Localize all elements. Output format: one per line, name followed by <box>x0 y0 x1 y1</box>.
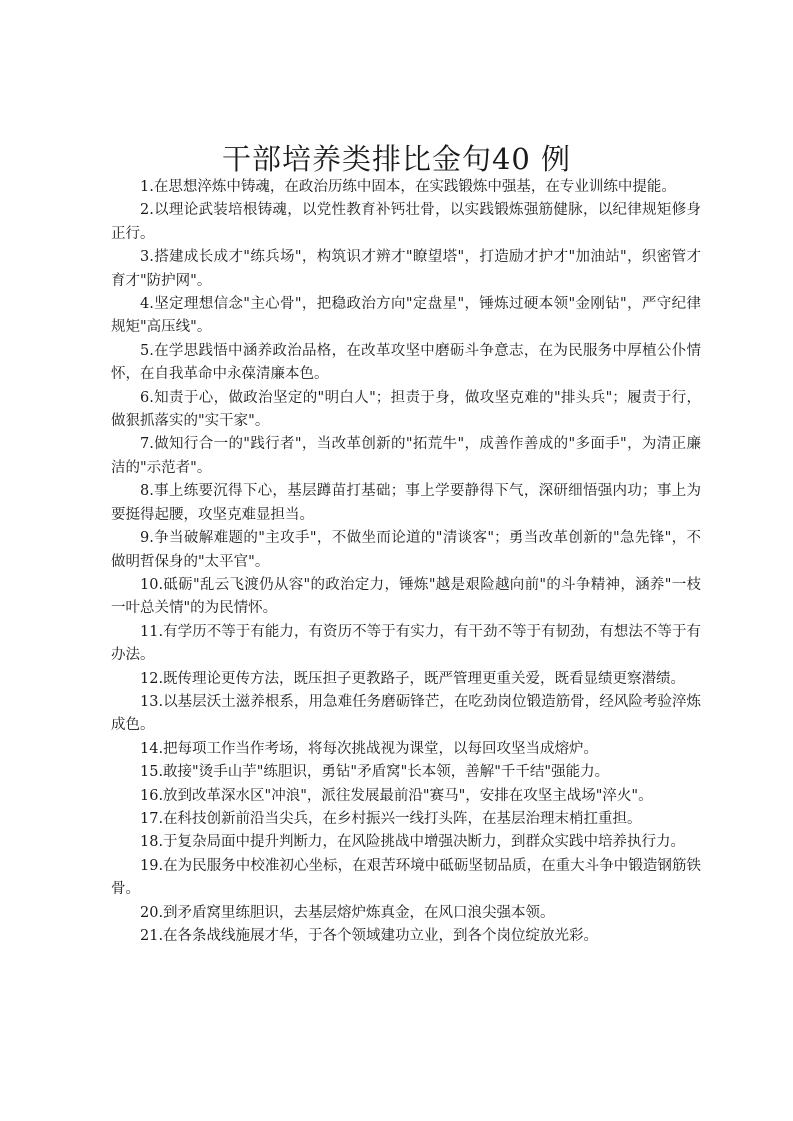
list-item: 11.有学历不等于有能力，有资历不等于有实力，有干劲不等于有韧劲，有想法不等于有办法。 <box>111 623 701 664</box>
document-body <box>111 176 701 948</box>
list-item: 8.事上练要沉得下心，基层蹲苗打基础；事上学要静得下气，深研细悟强内功；事上为要挺得起腰，攻坚克难显担当。 <box>111 483 701 523</box>
list-item: 12.既传理论更传方法，既压担子更教路子，既严管理更重关爱，既看显绩更察潜绩。 <box>140 670 686 687</box>
list-item: 1.在思想淬炼中铸魂，在政治历练中固本，在实践锻炼中强基，在专业训练中提能。 <box>140 179 676 195</box>
document-title: 干部培养类排比金句40 例 <box>221 142 572 176</box>
list-item: 9.争当破解难题的"主攻手"，不做坐而论道的"清谈客"；勇当改革创新的"急先锋"，不做明哲保身的"太平官"。 <box>111 530 701 570</box>
list-item: 15.敢接"烫手山芋"练胆识，勇钻"矛盾窝"长本领，善解"千千结"强能力。 <box>140 764 610 781</box>
list-item: 5.在学思践悟中涵养政治品格，在改革攻坚中磨砺斗争意志，在为民服务中厚植公仆情怀，在自我革命中永葆清廉本色。 <box>111 342 701 383</box>
list-item: 14.把每项工作当作考场，将每次挑战视为课堂，以每回攻坚当成熔炉。 <box>140 740 599 757</box>
list-item: 10.砥砺"乱云飞渡仍从容"的政治定力，锤炼"越是艰险越向前"的斗争精神，涵养"一枝一叶总关情"的为民情怀。 <box>111 576 701 617</box>
list-item: 3.搭建成长成才"练兵场"，构筑识才辨才"瞭望塔"，打造励才护才"加油站"，织密管才育才"防护网"。 <box>111 249 701 289</box>
list-item: 7.做知行合一的"践行者"，当改革创新的"拓荒牛"，成善作善成的"多面手"，为清正廉洁的"示范者"。 <box>111 436 701 476</box>
list-item: 2.以理论武装培根铸魂，以党性教育补钙壮骨，以实践锻炼强筋健脉，以纪律规矩修身正行。 <box>111 202 701 242</box>
list-item: 6.知责于心，做政治坚定的"明白人"；担责于身，做攻坚克难的"排头兵"；履责于行，做狠抓落实的"实干家"。 <box>111 389 701 430</box>
list-item: 16.放到改革深水区"冲浪"，派往发展最前沿"赛马"，安排在攻坚主战场"淬火"。 <box>140 787 653 804</box>
list-item: 21.在各条战线施展才华，于各个领域建功立业，到各个岗位绽放光彩。 <box>140 928 599 944</box>
list-item: 18.于复杂局面中提升判断力，在风险挑战中增强决断力，到群众实践中培养执行力。 <box>140 834 686 851</box>
list-item: 17.在科技创新前沿当尖兵，在乡村振兴一线打头阵，在基层治理末梢扛重担。 <box>140 810 642 827</box>
list-item: 19.在为民服务中校准初心坐标，在艰苦环境中砥砺坚韧品质，在重大斗争中锻造钢筋铁骨。 <box>111 857 701 898</box>
list-item: 20.到矛盾窝里练胆识，去基层熔炉炼真金，在风口浪尖强本领。 <box>140 904 555 921</box>
list-item: 13.以基层沃土滋养根系，用急难任务磨砺锋芒，在吃劲岗位锻造筋骨，经风险考验淬炼成色。 <box>111 693 701 734</box>
list-item: 4.坚定理想信念"主心骨"，把稳政治方向"定盘星"，锤炼过硬本领"金刚钻"，严守纪律规矩"高压线"。 <box>111 296 701 336</box>
